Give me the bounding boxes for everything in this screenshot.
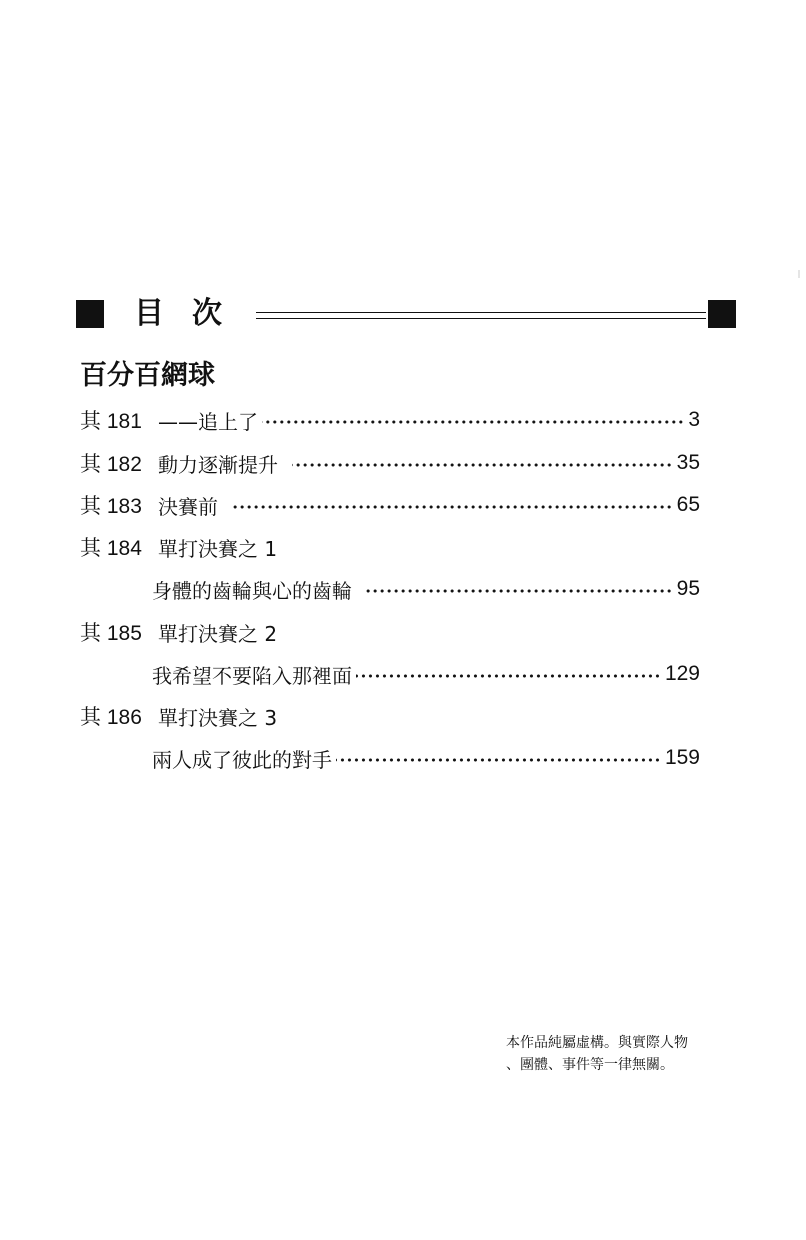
chapter-title: 單打決賽之 3 — [158, 705, 278, 730]
dot-leader — [356, 674, 661, 678]
dot-leader — [366, 589, 673, 593]
page-number: 3 — [688, 408, 700, 431]
toc-header — [76, 292, 736, 336]
toc-entry-182 — [80, 443, 700, 483]
page-number: 159 — [664, 746, 700, 769]
series-title: 百分百網球 — [80, 360, 215, 391]
chapter-title: 決賽前 — [158, 494, 218, 519]
chapter-title: 單打決賽之 1 — [158, 536, 278, 561]
chapter-number: 其 181 — [80, 410, 142, 433]
black-square-icon — [76, 300, 104, 328]
double-rule — [256, 312, 706, 319]
scan-mark — [798, 270, 800, 278]
toc-entry-186 — [80, 696, 700, 736]
chapter-title: 動力逐漸提升 — [158, 452, 278, 477]
page-number: 129 — [664, 662, 700, 685]
toc-title: 目次 — [134, 296, 250, 331]
toc-entry-184 — [80, 527, 700, 567]
dot-leader — [336, 758, 661, 762]
chapter-subtitle: 我希望不要陷入那裡面 — [152, 663, 352, 688]
dot-leader — [232, 505, 673, 509]
dot-leader — [292, 463, 673, 467]
disclaimer-line: 、團體、事件等一律無關。 — [506, 1057, 674, 1073]
chapter-number: 其 186 — [80, 706, 142, 729]
toc-entry-183 — [80, 485, 700, 525]
chapter-title: 單打決賽之 2 — [158, 621, 278, 646]
chapter-title: ——追上了 — [158, 409, 258, 434]
chapter-number: 其 182 — [80, 453, 142, 476]
toc-entry-184-subtitle — [152, 569, 700, 609]
toc-entry-181 — [80, 400, 700, 440]
black-square-icon — [708, 300, 736, 328]
chapter-number: 其 183 — [80, 495, 142, 518]
page-number: 95 — [676, 577, 700, 600]
disclaimer-line: 本作品純屬虛構。與實際人物 — [506, 1035, 688, 1051]
toc-entry-186-subtitle — [152, 738, 700, 778]
page-number: 35 — [676, 451, 700, 474]
page-number: 65 — [676, 493, 700, 516]
dot-leader — [262, 420, 684, 424]
chapter-number: 其 185 — [80, 622, 142, 645]
chapter-subtitle: 兩人成了彼此的對手 — [152, 747, 332, 772]
chapter-subtitle: 身體的齒輪與心的齒輪 — [152, 578, 352, 603]
toc-entry-185-subtitle — [152, 654, 700, 694]
toc-entry-185 — [80, 612, 700, 652]
chapter-number: 其 184 — [80, 537, 142, 560]
disclaimer — [506, 1032, 688, 1076]
